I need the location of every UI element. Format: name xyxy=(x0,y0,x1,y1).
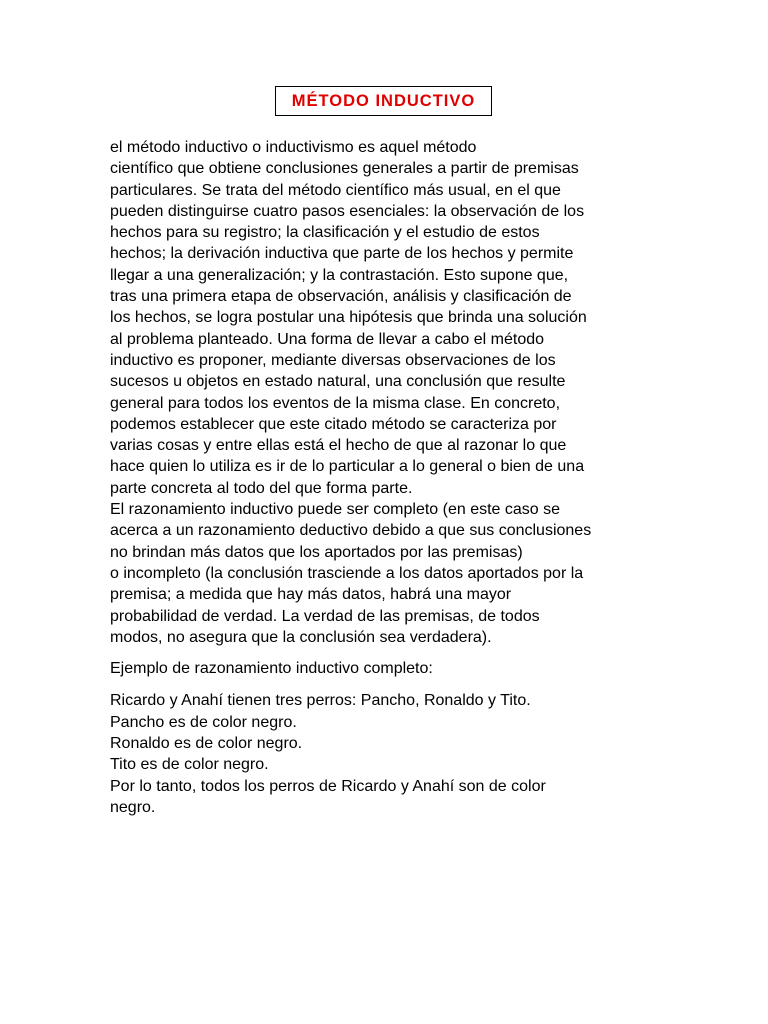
text-line: general para todos los eventos de la misma clase. En concreto, xyxy=(110,394,561,412)
example-line: Por lo tanto, todos los perros de Ricardo y Anahí son de color xyxy=(110,777,546,795)
page-title: MÉTODO INDUCTIVO xyxy=(291,91,476,110)
text-line: El razonamiento inductivo puede ser completo (en este caso se xyxy=(110,501,561,519)
text-line: pueden distinguirse cuatro pasos esenciales: la observación de los xyxy=(110,202,585,220)
text-line: hechos; la derivación inductiva que parte de los hechos y permite xyxy=(110,245,574,263)
text-line: parte concreta al todo del que forma parte. xyxy=(110,479,413,497)
text-line: probabilidad de verdad. La verdad de las premisas, de todos xyxy=(110,607,540,625)
example-line: Ronaldo es de color negro. xyxy=(110,735,303,753)
example-line: Pancho es de color negro. xyxy=(110,713,297,731)
text-line: modos, no asegura que la conclusión sea verdadera). xyxy=(110,628,492,646)
text-line: acerca a un razonamiento deductivo debido a que sus conclusiones xyxy=(110,522,592,540)
text-line: no brindan más datos que los aportados por las premisas) xyxy=(110,543,523,561)
text-line: científico que obtiene conclusiones generales a partir de premisas xyxy=(110,160,579,178)
example-line: Ricardo y Anahí tienen tres perros: Pancho, Ronaldo y Tito. xyxy=(110,692,531,710)
text-line: o incompleto (la conclusión trasciende a los datos aportados por la xyxy=(110,564,584,582)
text-line: particulares. Se trata del método científico más usual, en el que xyxy=(110,181,561,199)
example-line: Tito es de color negro. xyxy=(110,756,269,774)
text-line: tras una primera etapa de observación, análisis y clasificación de xyxy=(110,288,572,306)
example-line: negro. xyxy=(110,798,156,816)
example-heading: Ejemplo de razonamiento inductivo completo: xyxy=(110,660,433,678)
document-body xyxy=(110,137,655,818)
text-line: inductivo es proponer, mediante diversas observaciones de los xyxy=(110,351,556,369)
example-list xyxy=(110,690,655,818)
text-line: varias cosas y entre ellas está el hecho de que al razonar lo que xyxy=(110,437,567,455)
paragraph-spacer xyxy=(110,648,655,658)
text-line: sucesos u objetos en estado natural, una conclusión que resulte xyxy=(110,373,566,391)
text-line: al problema planteado. Una forma de llevar a cabo el método xyxy=(110,330,545,348)
text-line: llegar a una generalización; y la contrastación. Esto supone que, xyxy=(110,266,569,284)
text-line: el método inductivo o inductivismo es aquel método xyxy=(110,139,477,156)
paragraph-spacer xyxy=(110,679,655,690)
text-line: podemos establecer que este citado método se caracteriza por xyxy=(110,415,557,433)
main-paragraph xyxy=(110,137,655,648)
title-box xyxy=(275,86,492,116)
text-line: hace quien lo utiliza es ir de lo particular a lo general o bien de una xyxy=(110,458,585,476)
text-line: los hechos, se logra postular una hipótesis que brinda una solución xyxy=(110,309,587,327)
text-line: hechos para su registro; la clasificación y el estudio de estos xyxy=(110,224,540,242)
text-line: premisa; a medida que hay más datos, habrá una mayor xyxy=(110,586,512,604)
